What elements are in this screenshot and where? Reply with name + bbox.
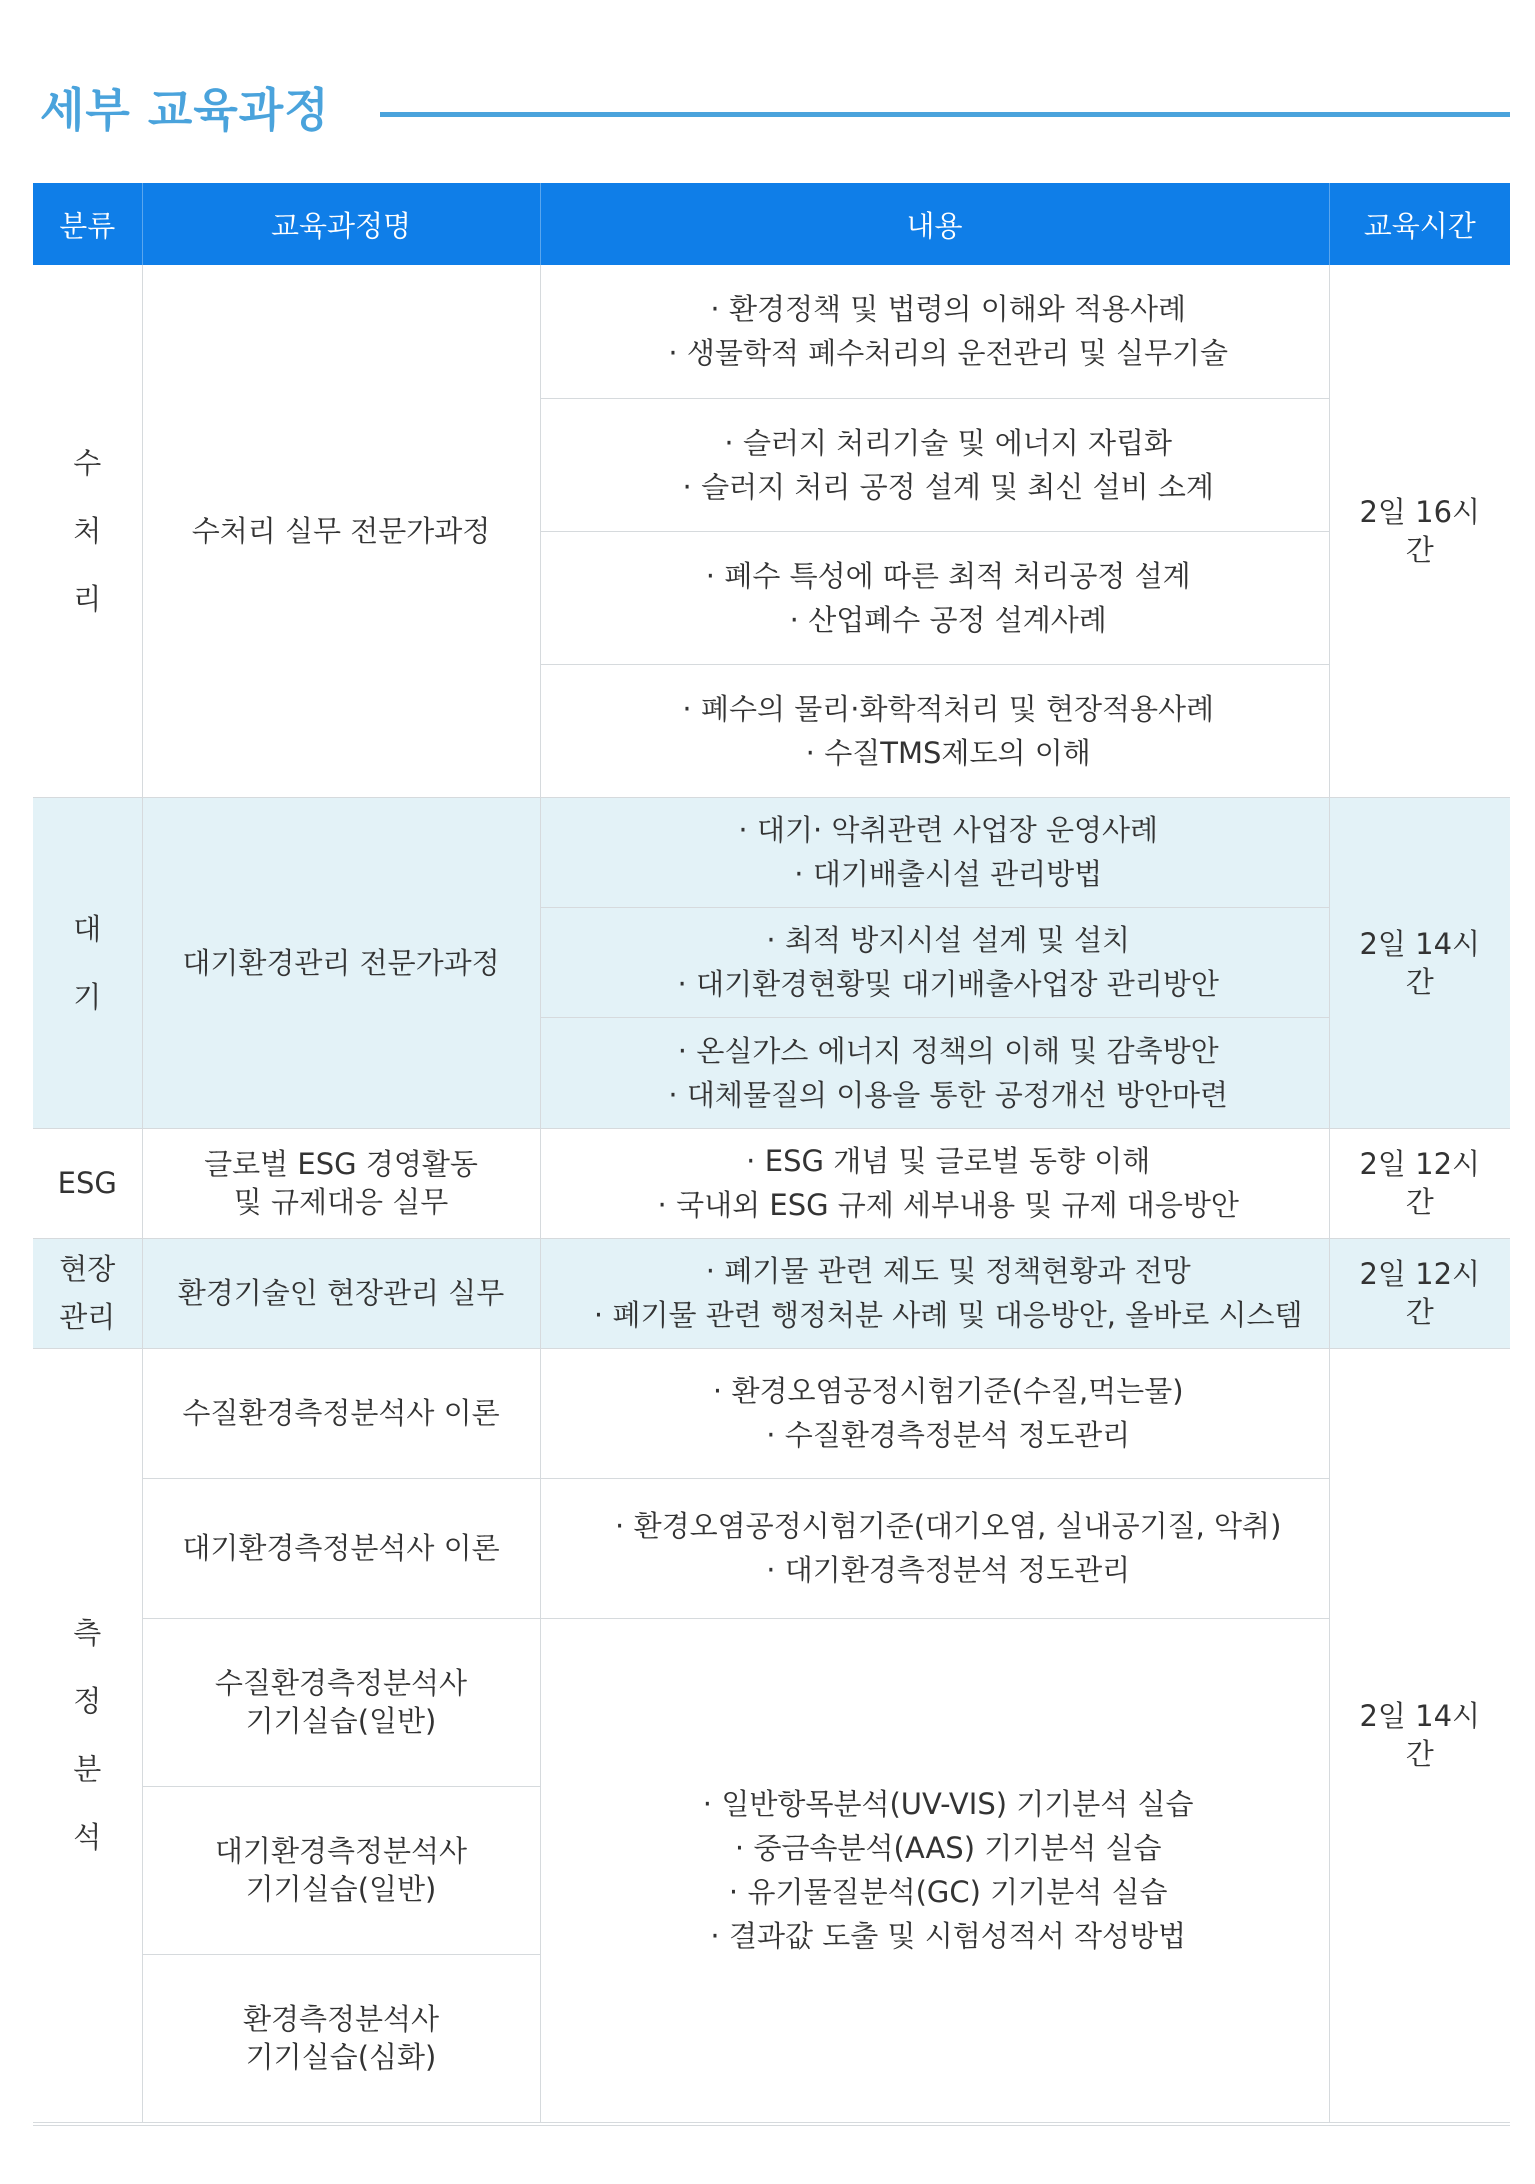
content-cell: [540, 531, 1329, 664]
time-cell: [1329, 1128, 1510, 1238]
header-course: 교육과정명: [142, 183, 540, 265]
header-category: 분류: [33, 183, 142, 265]
page-title: 세부 교육과정: [40, 83, 330, 137]
course-name-label: 수질환경측정분석사 기기실습(일반): [214, 1666, 468, 1738]
content-item: · 중금속분석(AAS) 기기분석 실습: [559, 1826, 1329, 1870]
content-cell: [540, 398, 1329, 531]
table-row: [33, 1348, 1510, 1478]
content-item: · 폐수 특성에 따른 최적 처리공정 설계: [559, 554, 1329, 598]
content-cell: [540, 1348, 1329, 1478]
course-name: [142, 1786, 540, 1954]
course-name-label: 대기환경측정분석사 기기실습(일반): [214, 1834, 468, 1906]
content-item: · 수질TMS제도의 이해: [559, 731, 1329, 775]
time-label: 2일 14시간: [1359, 926, 1481, 999]
content-item: · 대기환경현황및 대기배출사업장 관리방안: [559, 962, 1329, 1006]
content-item: · 일반항목분석(UV-VIS) 기기분석 실습: [559, 1782, 1329, 1826]
content-item: · 수질환경측정분석 정도관리: [559, 1413, 1329, 1457]
category-label: 수처리: [73, 445, 102, 616]
table-row: [33, 1238, 1510, 1348]
table-row: [33, 1618, 1510, 1786]
course-name: [142, 1954, 540, 2122]
content-item: · 국내외 ESG 규제 세부내용 및 규제 대응방안: [559, 1183, 1329, 1227]
course-name: 수질환경측정분석사 이론: [142, 1348, 540, 1478]
time-cell: [1329, 797, 1510, 1128]
table-row: [33, 265, 1510, 398]
content-item: · 슬러지 처리기술 및 에너지 자립화: [559, 421, 1329, 465]
content-item: · 슬러지 처리 공정 설계 및 최신 설비 소계: [559, 465, 1329, 509]
content-item: · 대기· 악취관련 사업장 운영사례: [559, 808, 1329, 852]
category-label: 측정분석: [73, 1616, 102, 1854]
content-item: · 대체물질의 이용을 통한 공정개선 방안마련: [559, 1073, 1329, 1117]
table-row: [33, 1128, 1510, 1238]
content-cell: [540, 907, 1329, 1017]
content-cell: [540, 1238, 1329, 1348]
course-name-label: 환경측정분석사 기기실습(심화): [242, 2002, 440, 2074]
content-cell: [540, 265, 1329, 398]
course-name: 환경기술인 현장관리 실무: [142, 1238, 540, 1348]
course-name: 대기환경측정분석사 이론: [142, 1478, 540, 1618]
content-item: · 온실가스 에너지 정책의 이해 및 감축방안: [559, 1029, 1329, 1073]
category-cell: [33, 1238, 142, 1348]
content-item: · 폐수의 물리·화학적처리 및 현장적용사례: [559, 687, 1329, 731]
course-name: [142, 1128, 540, 1238]
content-item: · 환경오염공정시험기준(수질,먹는물): [559, 1369, 1329, 1413]
content-item: · 유기물질분석(GC) 기기분석 실습: [559, 1870, 1329, 1914]
content-cell: [540, 1618, 1329, 2122]
course-name-label: 글로벌 ESG 경영활동 및 규제대응 실무: [204, 1147, 478, 1219]
course-name: 수처리 실무 전문가과정: [142, 265, 540, 797]
table-row: [33, 797, 1510, 907]
title-divider: [380, 112, 1510, 117]
content-item: · 결과값 도출 및 시험성적서 작성방법: [559, 1914, 1329, 1958]
content-cell: [540, 664, 1329, 797]
content-item: · 생물학적 폐수처리의 운전관리 및 실무기술: [559, 331, 1329, 375]
content-item: · 대기환경측정분석 정도관리: [559, 1548, 1329, 1592]
table-row: [33, 1478, 1510, 1618]
category-label: 대기: [73, 911, 102, 1014]
content-cell: [540, 797, 1329, 907]
time-cell: [1329, 265, 1510, 797]
time-label: 2일 14시간: [1359, 1699, 1481, 1771]
time-label: 2일 12시간: [1359, 1257, 1481, 1329]
header-time: 교육시간: [1329, 183, 1510, 265]
table-bottom-rule: [33, 2125, 1510, 2126]
table-header-row: [33, 183, 1510, 265]
content-item: · 환경오염공정시험기준(대기오염, 실내공기질, 악취): [559, 1504, 1329, 1548]
time-label: 2일 12시간: [1359, 1147, 1481, 1219]
content-item: · 환경정책 및 법령의 이해와 적용사례: [559, 287, 1329, 331]
content-item: · 최적 방지시설 설계 및 설치: [559, 918, 1329, 962]
category-label: 현장관리: [59, 1252, 116, 1334]
time-label: 2일 16시간: [1359, 494, 1481, 567]
content-item: · 대기배출시설 관리방법: [559, 852, 1329, 896]
content-cell: [540, 1478, 1329, 1618]
content-cell: [540, 1128, 1329, 1238]
course-name: [142, 1618, 540, 1786]
header-content: 내용: [540, 183, 1329, 265]
time-cell: [1329, 1348, 1510, 2122]
content-cell: [540, 1017, 1329, 1128]
category-cell: ESG: [33, 1128, 142, 1238]
course-table: [33, 183, 1510, 2123]
content-item: · ESG 개념 및 글로벌 동향 이해: [559, 1139, 1329, 1183]
content-item: · 폐기물 관련 제도 및 정책현황과 전망: [559, 1249, 1329, 1293]
time-cell: [1329, 1238, 1510, 1348]
category-cell: [33, 1348, 142, 2122]
category-cell: [33, 265, 142, 797]
category-cell: [33, 797, 142, 1128]
content-item: · 산업폐수 공정 설계사례: [559, 598, 1329, 642]
content-item: · 폐기물 관련 행정처분 사례 및 대응방안, 올바로 시스템: [559, 1293, 1329, 1337]
course-name: 대기환경관리 전문가과정: [142, 797, 540, 1128]
